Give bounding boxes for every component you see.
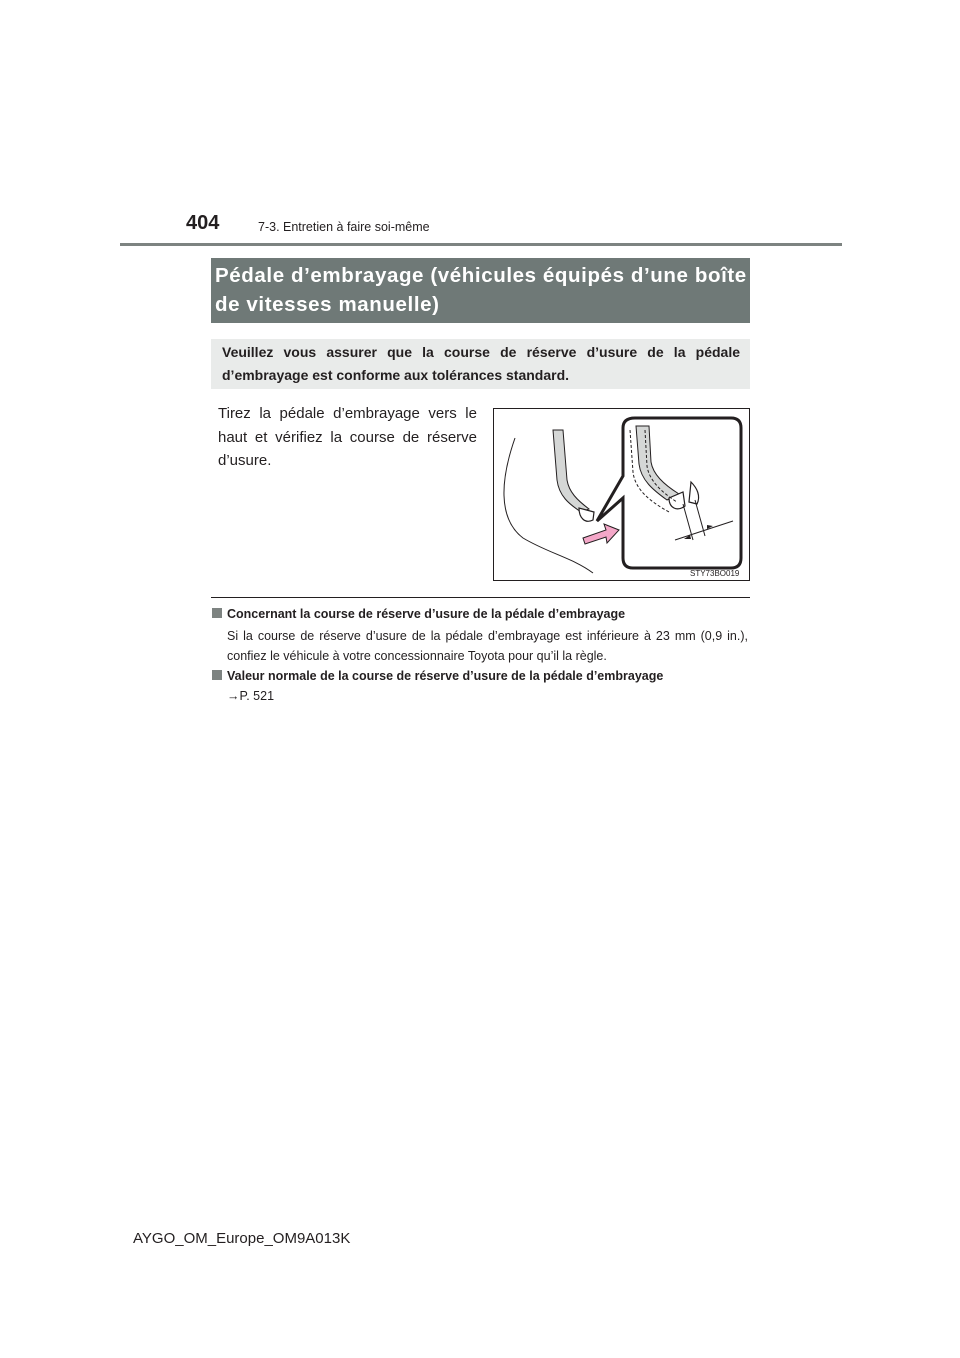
square-bullet-icon [212, 608, 222, 618]
page-number: 404 [186, 212, 220, 234]
square-bullet-icon [212, 670, 222, 680]
header-rule [120, 243, 842, 246]
note-title [212, 607, 625, 621]
document-footer: AYGO_OM_Europe_OM9A013K [133, 1230, 351, 1247]
note-title-text: Concernant la course de réserve d’usure de la pédale d’embrayage [227, 607, 626, 621]
note-title-text: Valeur normale de la course de réserve d’usure de la pédale d’embrayage [227, 669, 664, 683]
instruction-text: Tirez la pédale d’embrayage vers le haut et vérifiez la course de réserve d’usure. [218, 405, 477, 469]
notes-divider [211, 597, 750, 598]
clutch-pedal-illustration [493, 408, 750, 581]
figure-code: STY73BO019 [690, 569, 740, 578]
note-title [212, 669, 663, 683]
page-title: Pédale d’embrayage (véhicules équipés d’une boîte de vitesses manuelle) [211, 258, 750, 323]
note-body: Si la course de réserve d’usure de la pédale d’embrayage est inférieure à 23 mm (0,9 in.), confiez le véhicule à votre concessionnaire Toyota pour qu’il la règle. [227, 629, 748, 663]
section-label: 7-3. Entretien à faire soi-même [258, 220, 430, 234]
intro-box: Veuillez vous assurer que la course de réserve d’usure de la pédale d’embrayage est conforme aux tolérances standard. [211, 339, 750, 389]
page-reference-link[interactable]: →P. 521 [227, 689, 275, 703]
